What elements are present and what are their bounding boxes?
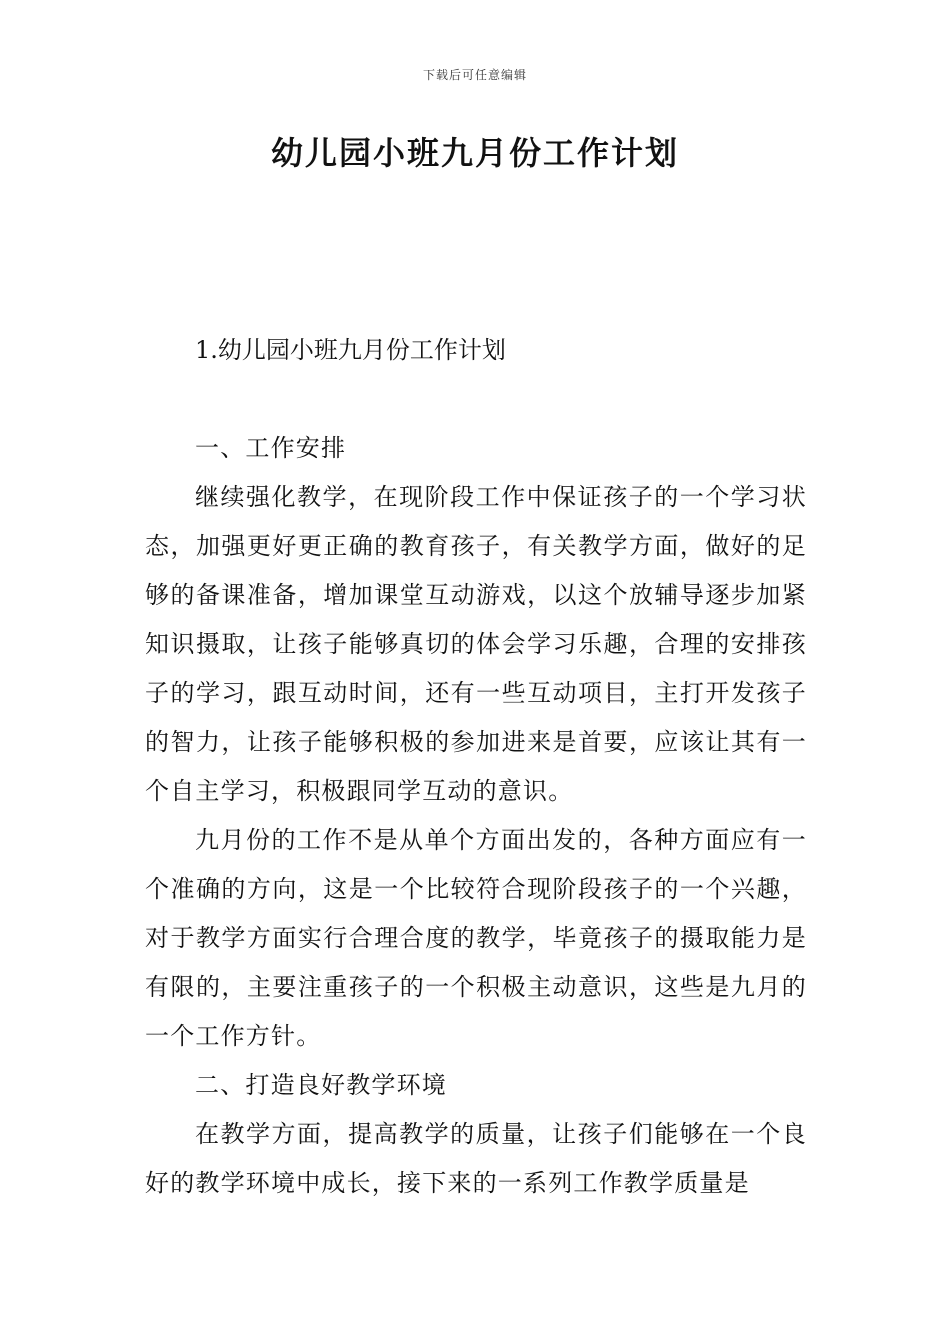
paragraph-2-1: 在教学方面，提高教学的质量，让孩子们能够在一个良好的教学环境中成长，接下来的一系列工作教学质量是 bbox=[145, 1120, 807, 1197]
page-title: 幼儿园小班九月份工作计划 bbox=[270, 134, 679, 172]
header-note: 下载后可任意编辑 bbox=[422, 68, 527, 82]
body-text bbox=[145, 424, 807, 1208]
subtitle: 1.幼儿园小班九月份工作计划 bbox=[195, 336, 506, 364]
paragraph-1-1: 继续强化教学，在现阶段工作中保证孩子的一个学习状态，加强更好更正确的教育孩子，有关教学方面，做好的足够的备课准备，增加课堂互动游戏，以这个放辅导逐步加紧知识摄取，让孩子能够真切的体会学习乐趣，合理的安排孩子的学习，跟互动时间，还有一些互动项目，主打开发孩子的智力，让孩子能够积极的参加进来是首要，应该让其有一个自主学习，积极跟同学互动的意识。 bbox=[145, 483, 807, 805]
paragraph-1-2: 九月份的工作不是从单个方面出发的，各种方面应有一个准确的方向，这是一个比较符合现阶段孩子的一个兴趣，对于教学方面实行合理合度的教学，毕竟孩子的摄取能力是有限的，主要注重孩子的一个积极主动意识，这些是九月的一个工作方针。 bbox=[145, 826, 807, 1050]
section-heading-2: 二、打造良好教学环境 bbox=[195, 1071, 447, 1099]
section-heading-1: 一、工作安排 bbox=[195, 434, 347, 462]
